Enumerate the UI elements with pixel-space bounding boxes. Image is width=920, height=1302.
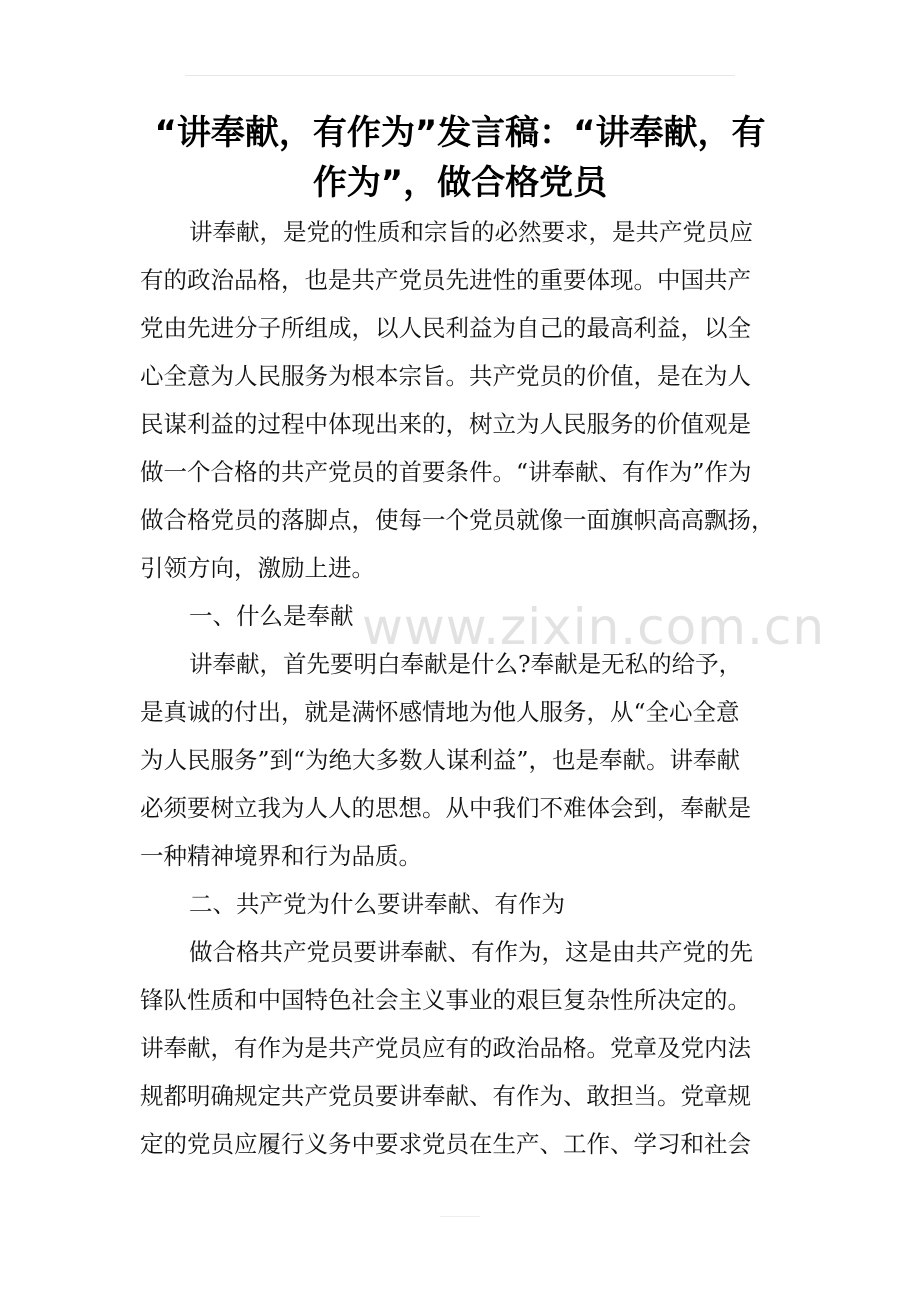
document-body — [140, 208, 790, 1168]
paragraph-3-line-4: 规都明确规定共产党员要讲奉献、有作为、敢担当。党章规 — [140, 1082, 751, 1110]
paragraph-3-line-3: 讲奉献，有作为是共产党员应有的政治品格。党章及党内法 — [140, 1034, 751, 1062]
paragraph-2-line-4: 必须要树立我为人人的思想。从中我们不难体会到，奉献是 — [140, 794, 751, 822]
paragraph-1-line-1: 讲奉献，是党的性质和宗旨的必然要求，是共产党员应 — [189, 218, 753, 246]
paragraph-2-line-3: 为人民服务”到“为绝大多数人谋利益”，也是奉献。讲奉献 — [140, 746, 741, 774]
paragraph-3-line-1: 做合格共产党员要讲奉献、有作为，这是由共产党的先 — [189, 938, 753, 966]
section-heading-2: 二、共产党为什么要讲奉献、有作为 — [189, 890, 565, 918]
paragraph-1-line-6: 做一个合格的共产党员的首要条件。“讲奉献、有作为”作为 — [140, 458, 752, 486]
paragraph-1-line-3: 党由先进分子所组成，以人民利益为自己的最高利益，以全 — [140, 314, 751, 342]
title-line-2: 作为”，做合格党员 — [312, 163, 608, 203]
paragraph-1-line-2: 有的政治品格，也是共产党员先进性的重要体现。中国共产 — [140, 266, 751, 294]
paragraph-3-line-5: 定的党员应履行义务中要求党员在生产、工作、学习和社会 — [140, 1130, 751, 1158]
section-heading-1: 一、什么是奉献 — [189, 602, 354, 630]
paragraph-1-line-7: 做合格党员的落脚点，使每一个党员就像一面旗帜高高飘扬， — [140, 506, 775, 534]
watermark-text: www.zixin.com.cn — [362, 598, 826, 656]
paragraph-2-line-5: 一种精神境界和行为品质。 — [140, 842, 422, 870]
header-rule — [185, 75, 735, 76]
title-line-1: “讲奉献，有作为”发言稿：“讲奉献，有 — [154, 113, 766, 153]
paragraph-1-line-4: 心全意为人民服务为根本宗旨。共产党员的价值，是在为人 — [140, 362, 751, 390]
paragraph-2-line-2: 是真诚的付出，就是满怀感情地为他人服务，从“全心全意 — [140, 698, 740, 726]
paragraph-2-line-1: 讲奉献，首先要明白奉献是什么?奉献是无私的给予， — [189, 650, 743, 678]
paragraph-3-line-2: 锋队性质和中国特色社会主义事业的艰巨复杂性所决定的。 — [140, 986, 751, 1014]
paragraph-1-line-5: 民谋利益的过程中体现出来的，树立为人民服务的价值观是 — [140, 410, 751, 438]
footer-mark — [440, 1216, 480, 1217]
document-title — [130, 108, 790, 208]
paragraph-1-line-8: 引领方向，激励上进。 — [140, 554, 375, 582]
